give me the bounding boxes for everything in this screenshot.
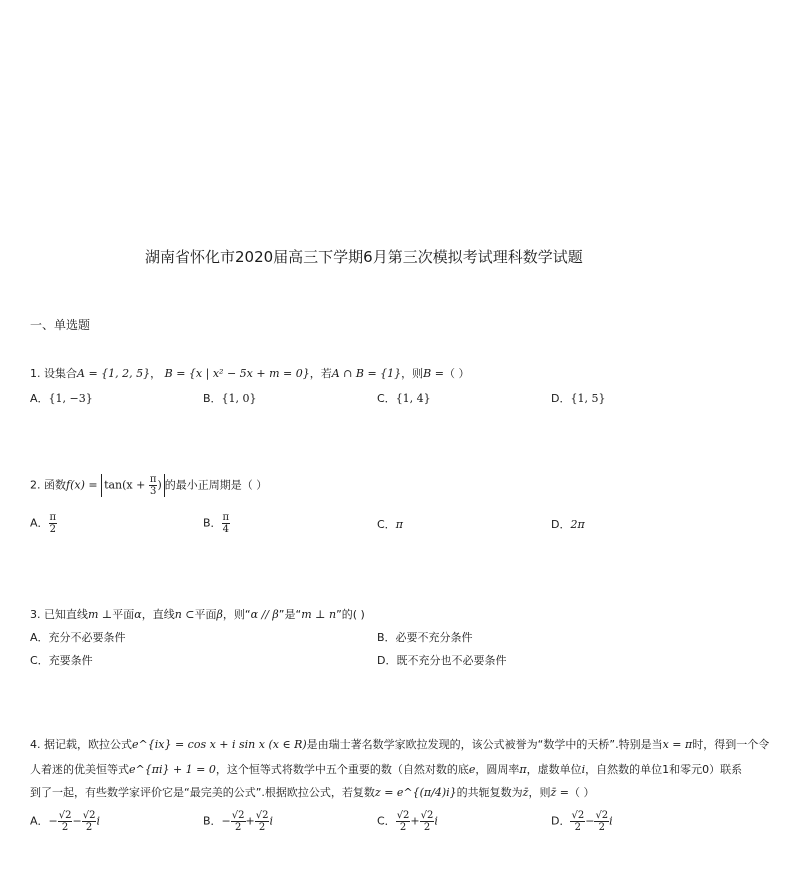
option-value: 2π: [570, 518, 585, 531]
frac-num: √2: [231, 810, 245, 821]
q2-option-a[interactable]: [30, 512, 57, 535]
q1-prefix: 1. 设集合: [30, 367, 77, 380]
q4-text: ，自然数的单位1和零元0）联系: [585, 763, 743, 776]
q4-text: 到了一起，有些数学家评价它是“最完美的公式”.根据欧拉公式，若复数: [30, 786, 375, 799]
option-text: 充要条件: [48, 654, 93, 667]
q1-option-b[interactable]: [203, 392, 257, 406]
q3-math: α // β: [250, 608, 279, 621]
question-3: [30, 608, 365, 622]
q4-math: z̄ =: [550, 786, 569, 799]
q2-option-c[interactable]: [377, 518, 403, 532]
option-label: C．: [377, 518, 396, 531]
q4-option-d[interactable]: [551, 810, 613, 833]
option-text: 必要不充分条件: [395, 631, 473, 644]
frac-num: √2: [420, 810, 434, 821]
q4-text: ，这个恒等式将数学中五个重要的数（自然对数的底: [215, 763, 469, 776]
q3-option-b[interactable]: [377, 631, 473, 645]
q4-math: i: [581, 763, 586, 776]
imaginary-unit: i: [269, 814, 273, 828]
option-sign: −: [585, 814, 595, 828]
q2-suffix: 的最小正周期是（ ）: [164, 478, 268, 492]
question-2: [30, 474, 267, 497]
q4-math: π: [519, 763, 527, 776]
page-title: 湖南省怀化市2020届高三下学期6月第三次模拟考试理科数学试题: [145, 248, 583, 266]
option-label: C．: [377, 392, 396, 405]
frac-den: 2: [598, 822, 605, 833]
frac-num: π: [149, 474, 157, 485]
option-label: C．: [377, 814, 396, 828]
q4-math: e: [468, 763, 476, 776]
frac-den: 2: [234, 822, 242, 833]
q4-math: z̄: [522, 786, 529, 799]
q1-paren: （ ）: [443, 367, 470, 380]
option-label: D．: [551, 518, 571, 531]
option-label: B．: [203, 814, 222, 828]
option-text: 既不充分也不必要条件: [396, 654, 507, 667]
imaginary-unit: i: [434, 814, 438, 828]
frac-num: √2: [82, 810, 96, 821]
option-sign: +: [410, 814, 420, 828]
option-label: A．: [30, 631, 49, 644]
question-4-line-2: [30, 763, 742, 777]
frac-num: √2: [58, 810, 72, 821]
q3-text: ”是“: [278, 608, 302, 621]
imaginary-unit: i: [609, 814, 613, 828]
question-4-line-3: [30, 786, 594, 800]
option-value: {1, 0}: [221, 392, 257, 405]
option-value: {1, 4}: [395, 392, 431, 405]
euler-identity: e^{πi} + 1 = 0: [129, 763, 216, 776]
q4-text: ，圆周率: [475, 763, 520, 776]
option-fraction: [82, 810, 97, 833]
q3-text: 平面: [112, 608, 135, 621]
frac-den: 2: [85, 822, 93, 833]
q1-end: ，则: [401, 367, 424, 380]
q3-math: m ⊥ n: [301, 608, 337, 621]
q3-math: m ⊥: [88, 608, 113, 621]
q2-prefix: 2. 函数: [30, 478, 66, 492]
option-fraction: [58, 810, 73, 833]
q4-text: 时，得到一个令: [692, 738, 770, 751]
frac-den: 4: [222, 524, 230, 535]
option-sign: −: [48, 814, 58, 828]
q3-text: ，直线: [141, 608, 175, 621]
q3-text: 3. 已知直线: [30, 608, 88, 621]
question-4-line-1: [30, 738, 769, 752]
option-fraction: [231, 810, 246, 833]
option-sign: +: [245, 814, 255, 828]
frac-num: √2: [255, 810, 269, 821]
frac-den: 2: [399, 822, 407, 833]
option-fraction: [420, 810, 435, 833]
option-label: D．: [551, 814, 571, 828]
q4-math: x = π: [662, 738, 693, 751]
frac-num: π: [222, 512, 230, 523]
q1-mid: ，若: [309, 367, 332, 380]
imaginary-unit: i: [96, 814, 100, 828]
frac-num: √2: [571, 810, 585, 821]
option-sign: −: [221, 814, 231, 828]
q3-text: ，则“: [222, 608, 251, 621]
option-fraction: [594, 810, 609, 833]
frac-den: 2: [61, 822, 69, 833]
frac-den: 2: [49, 524, 56, 535]
q3-math: α: [134, 608, 142, 621]
option-sign: −: [72, 814, 82, 828]
option-fraction: [222, 512, 231, 535]
q4-text: ，虚数单位: [526, 763, 582, 776]
frac-den: 2: [574, 822, 582, 833]
section-heading: 一、单选题: [30, 318, 91, 332]
euler-formula: e^{ix} = cos x + i sin x (x ∈ R): [132, 738, 307, 751]
option-fraction: [570, 810, 585, 833]
option-fraction: [396, 810, 411, 833]
option-fraction: [255, 810, 270, 833]
option-label: A．: [30, 392, 49, 405]
question-1: [30, 367, 469, 381]
option-value: {1, 5}: [570, 392, 606, 405]
option-label: B．: [377, 631, 396, 644]
q3-text: ”的( ): [336, 608, 365, 621]
q4-text: 4. 据记载，欧拉公式: [30, 738, 132, 751]
option-fraction: [49, 512, 58, 535]
q2-inner: tan(x +: [104, 478, 146, 492]
option-text: 充分不必要条件: [48, 631, 126, 644]
q4-text: 人着迷的优美恒等式: [30, 763, 129, 776]
q4-text: 的共轭复数为: [456, 786, 523, 799]
q3-option-d[interactable]: [377, 654, 506, 668]
q1-set-a: A = {1, 2, 5}: [77, 367, 151, 380]
frac-den: 2: [423, 822, 431, 833]
q2-close: ): [157, 478, 162, 492]
option-label: D．: [377, 654, 397, 667]
abs-value-bars: [101, 474, 165, 497]
q3-text: 平面: [194, 608, 217, 621]
q1-ask: B =: [423, 367, 444, 380]
option-label: B．: [203, 392, 222, 405]
q1-option-d[interactable]: [551, 392, 605, 406]
option-value: {1, −3}: [48, 392, 93, 405]
option-label: A．: [30, 814, 49, 828]
option-label: D．: [551, 392, 571, 405]
q3-math: β: [216, 608, 223, 621]
frac-num: π: [49, 512, 57, 523]
q2-option-d[interactable]: [551, 518, 585, 532]
q3-option-c[interactable]: [30, 654, 93, 668]
q3-math: n ⊂: [174, 608, 195, 621]
q2-func: f(x) =: [66, 478, 98, 492]
frac-num: √2: [396, 810, 410, 821]
q3-option-a[interactable]: [30, 631, 126, 645]
frac-den: 2: [258, 822, 266, 833]
frac-den: 3: [149, 486, 157, 497]
q1-option-c[interactable]: [377, 392, 431, 406]
q4-option-a[interactable]: [30, 810, 100, 833]
option-label: A．: [30, 516, 49, 530]
q2-option-b[interactable]: [203, 512, 230, 535]
q1-sep: ，: [150, 367, 162, 380]
option-label: C．: [30, 654, 49, 667]
q4-math: z = e^{(π/4)i}: [374, 786, 457, 799]
q4-option-c[interactable]: [377, 810, 438, 833]
q4-text: ，则: [528, 786, 551, 799]
option-label: B．: [203, 516, 222, 530]
frac-num: √2: [595, 810, 609, 821]
option-value: π: [395, 518, 403, 531]
q1-set-b: B = {x | x² − 5x + m = 0}: [164, 367, 310, 380]
q4-text: （ ）: [568, 786, 595, 799]
q4-text: 是由瑞士著名数学家欧拉发现的，该公式被誉为“数学中的天桥”.特别是当: [306, 738, 663, 751]
q1-cond: A ∩ B = {1}: [331, 367, 402, 380]
q4-option-b[interactable]: [203, 810, 273, 833]
q1-option-a[interactable]: [30, 392, 93, 406]
